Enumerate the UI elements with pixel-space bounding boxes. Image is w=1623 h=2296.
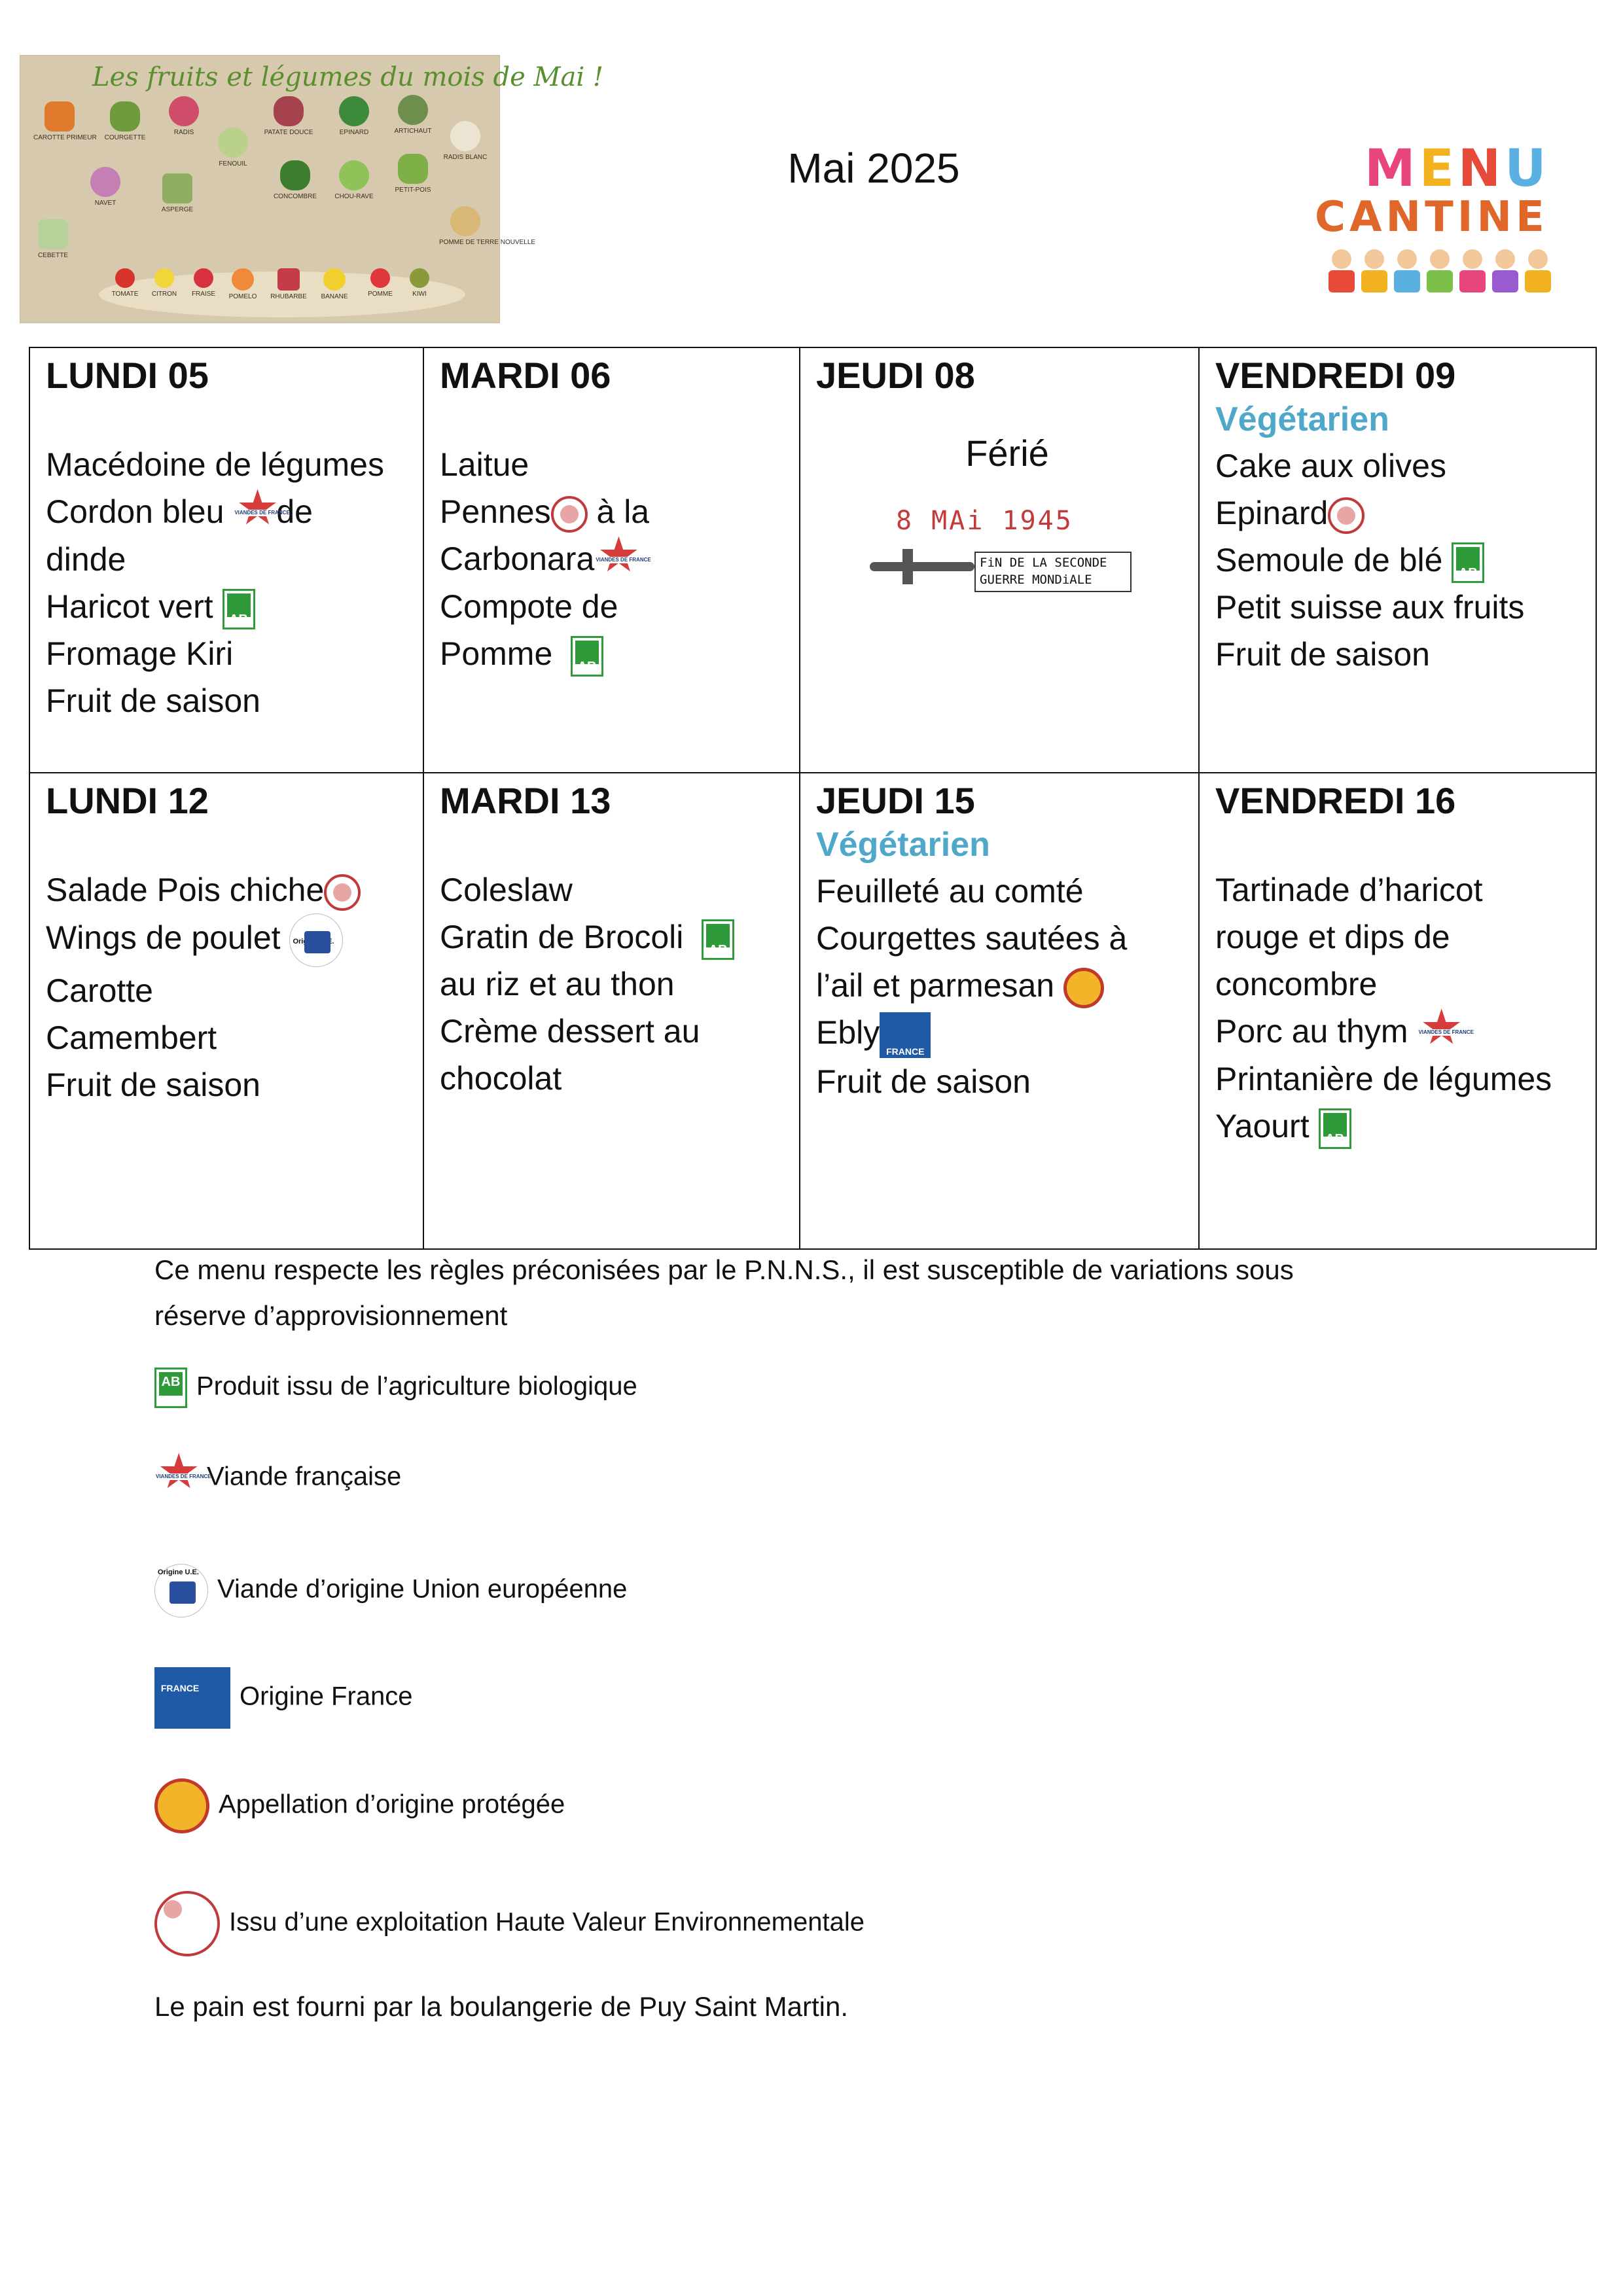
poster-item: FENOUIL (207, 128, 259, 168)
poster-item: CITRON (138, 268, 190, 298)
poster-item: EPINARD (328, 96, 380, 136)
poster-item: COURGETTE (99, 101, 151, 141)
day-cell-jeudi-15 (800, 773, 1198, 1105)
day-cell-vendredi-09 (1200, 348, 1596, 678)
dish: EblyFRANCE (816, 1009, 1198, 1058)
poster-item: RADIS (158, 96, 210, 136)
armistice-sign (974, 552, 1132, 592)
dish: Laitue (440, 446, 529, 483)
dish: Compote de (440, 588, 618, 625)
poster-item: POMME DE TERRE NOUVELLE (439, 206, 491, 246)
sign-line: FiN DE LA SECONDE (980, 556, 1107, 570)
legend-item-aop (154, 1778, 565, 1833)
page-title: Mai 2025 (787, 145, 960, 192)
legend-label: Origine France (240, 1682, 413, 1711)
dish: Wings de poulet Origine U.E. (46, 913, 423, 967)
legend-label: Issu d’une exploitation Haute Valeur Environnementale (229, 1907, 865, 1937)
dish: Fruit de saison (1215, 636, 1430, 673)
legend-label: Produit issu de l’agriculture biologique (196, 1371, 637, 1401)
dish: Petit suisse aux fruits (1215, 589, 1525, 626)
hve-icon (1328, 497, 1364, 534)
dish: rouge et dips de (1215, 919, 1450, 955)
poster-item: BANANE (308, 268, 361, 300)
poster-item: POMELO (217, 268, 269, 300)
poster-item: TOMATE (99, 268, 151, 298)
dish: Coleslaw (440, 872, 573, 908)
dish: Fromage Kiri (46, 635, 234, 672)
dish: Crème dessert au (440, 1013, 700, 1050)
dish: Cake aux olives (1215, 448, 1446, 484)
poster-item: POMME (354, 268, 406, 298)
note-line: Ce menu respecte les règles préconisées par le P.N.N.S., il est susceptible de variations sous (154, 1254, 1294, 1285)
poster-item: CONCOMBRE (269, 160, 321, 200)
day-cell-lundi-05 (30, 348, 423, 724)
plane-wing (902, 549, 913, 584)
logo-line-1: MENU (1364, 139, 1550, 198)
legend-item-viande-francaise (154, 1457, 401, 1500)
poster-item: PETIT-POIS (387, 154, 439, 194)
ab-bio-icon (1319, 1108, 1351, 1149)
dish: Fruit de saison (816, 1063, 1031, 1100)
dish: Porc au thym ★ VIANDES DE FRANCE (1215, 1008, 1596, 1055)
origine-france-icon (154, 1667, 230, 1729)
ab-bio-icon (223, 589, 255, 629)
holiday-label: Férié (965, 433, 1049, 474)
ab-bio-icon (571, 636, 603, 677)
dish: Fruit de saison (46, 682, 260, 719)
dish: Yaourt AB (1215, 1103, 1596, 1150)
logo-line-2: CANTINE (1315, 193, 1548, 241)
menu-cantine-logo (1306, 128, 1594, 304)
hve-icon (154, 1891, 220, 1956)
day-title: MARDI 06 (440, 355, 611, 396)
day-title: JEUDI 15 (816, 780, 975, 821)
ab-bio-icon (1452, 542, 1484, 583)
day-title: VENDREDI 09 (1215, 355, 1456, 396)
aop-icon (154, 1778, 209, 1833)
viandes-de-france-icon (1417, 1012, 1460, 1055)
viandes-de-france-icon (233, 493, 276, 536)
legend-label: Viande d’origine Union européenne (217, 1574, 628, 1604)
plane-icon (870, 562, 974, 571)
dish: Macédoine de légumes (46, 446, 384, 483)
dish: Semoule de blé AB (1215, 537, 1596, 584)
note-line: réserve d’approvisionnement (154, 1300, 508, 1331)
ab-bio-icon (154, 1368, 187, 1408)
dish: Gratin de Brocoli AB (440, 913, 799, 961)
legend-label: Appellation d’origine protégée (219, 1790, 565, 1819)
dish: dinde (46, 540, 126, 578)
origine-ue-icon (289, 913, 343, 967)
poster-title: Les fruits et légumes du mois de Mai ! (92, 62, 603, 92)
dish: l’ail et parmesan (816, 962, 1198, 1009)
poster-item: RADIS BLANC (439, 121, 491, 161)
legend-item-origine-ue (154, 1564, 627, 1617)
hve-icon (551, 496, 588, 533)
poster-item: CHOU-RAVE (328, 160, 380, 200)
dish: Pomme AB (440, 630, 799, 677)
dish: Salade Pois chiche (46, 866, 423, 913)
poster-item: RHUBARBE (262, 268, 315, 300)
dish: Haricot vert AB (46, 583, 423, 630)
poster-item: CAROTTE PRIMEUR (33, 101, 86, 141)
day-cell-mardi-13 (424, 773, 799, 1102)
poster-item: NAVET (79, 167, 132, 207)
seasonal-produce-poster (20, 55, 603, 323)
day-cell-vendredi-16 (1200, 773, 1596, 1150)
poster-item: ARTICHAUT (387, 95, 439, 135)
day-cell-jeudi-08 (800, 348, 1198, 617)
origine-ue-icon (154, 1564, 208, 1617)
dish: Printanière de légumes (1215, 1060, 1552, 1097)
legend-item-hve (154, 1891, 865, 1956)
day-cell-lundi-12 (30, 773, 423, 1108)
dish: au riz et au thon (440, 966, 675, 1002)
legend-label: Viande française (207, 1462, 402, 1491)
poster-item: FRAISE (177, 268, 230, 298)
dish: Epinard (1215, 489, 1596, 537)
sign-line: GUERRE MONDiALE (980, 573, 1092, 587)
menu-grid (29, 347, 1597, 1250)
day-title: MARDI 13 (440, 780, 611, 821)
day-title: JEUDI 08 (816, 355, 975, 396)
dish: Feuilleté au comté (816, 873, 1084, 910)
pnns-note (154, 1247, 1294, 1339)
day-title: LUNDI 05 (46, 355, 209, 396)
day-title: VENDREDI 16 (1215, 780, 1456, 821)
bread-supplier-note: Le pain est fourni par la boulangerie de Puy Saint Martin. (154, 1991, 848, 2022)
day-title: LUNDI 12 (46, 780, 209, 821)
poster-item: KIWI (393, 268, 446, 298)
dish: Tartinade d’haricot (1215, 872, 1483, 908)
hve-icon (324, 874, 361, 911)
armistice-date: 8 MAi 1945 (896, 506, 1073, 536)
dish: Carotte (46, 972, 153, 1009)
dish: Pennes à la (440, 488, 799, 535)
aop-icon (1063, 968, 1104, 1008)
ab-bio-icon (702, 919, 734, 960)
dish: Camembert (46, 1019, 217, 1056)
kids-illustration (1325, 243, 1574, 295)
legend-item-origine-france (154, 1667, 413, 1729)
poster-item: CEBETTE (27, 219, 79, 259)
poster-item: ASPERGE (151, 173, 204, 213)
viandes-de-france-icon (154, 1457, 198, 1500)
dish: Courgettes sautées à (816, 920, 1128, 957)
vegetarian-tag: Végétarien (1215, 400, 1389, 438)
dish: Carbonara★ VIANDES DE FRANCE (440, 535, 799, 583)
dish: concombre (1215, 966, 1378, 1002)
viandes-de-france-icon (594, 540, 637, 583)
legend-item-bio (154, 1368, 637, 1408)
day-cell-mardi-06 (424, 348, 799, 677)
dish: chocolat (440, 1060, 562, 1097)
dish: Cordon bleu ★ VIANDES DE FRANCE de (46, 488, 423, 536)
origine-france-icon (880, 1012, 931, 1058)
poster-item: PATATE DOUCE (262, 96, 315, 136)
vegetarian-tag: Végétarien (816, 826, 990, 864)
armistice-illustration (870, 493, 1145, 617)
dish: Fruit de saison (46, 1067, 260, 1103)
